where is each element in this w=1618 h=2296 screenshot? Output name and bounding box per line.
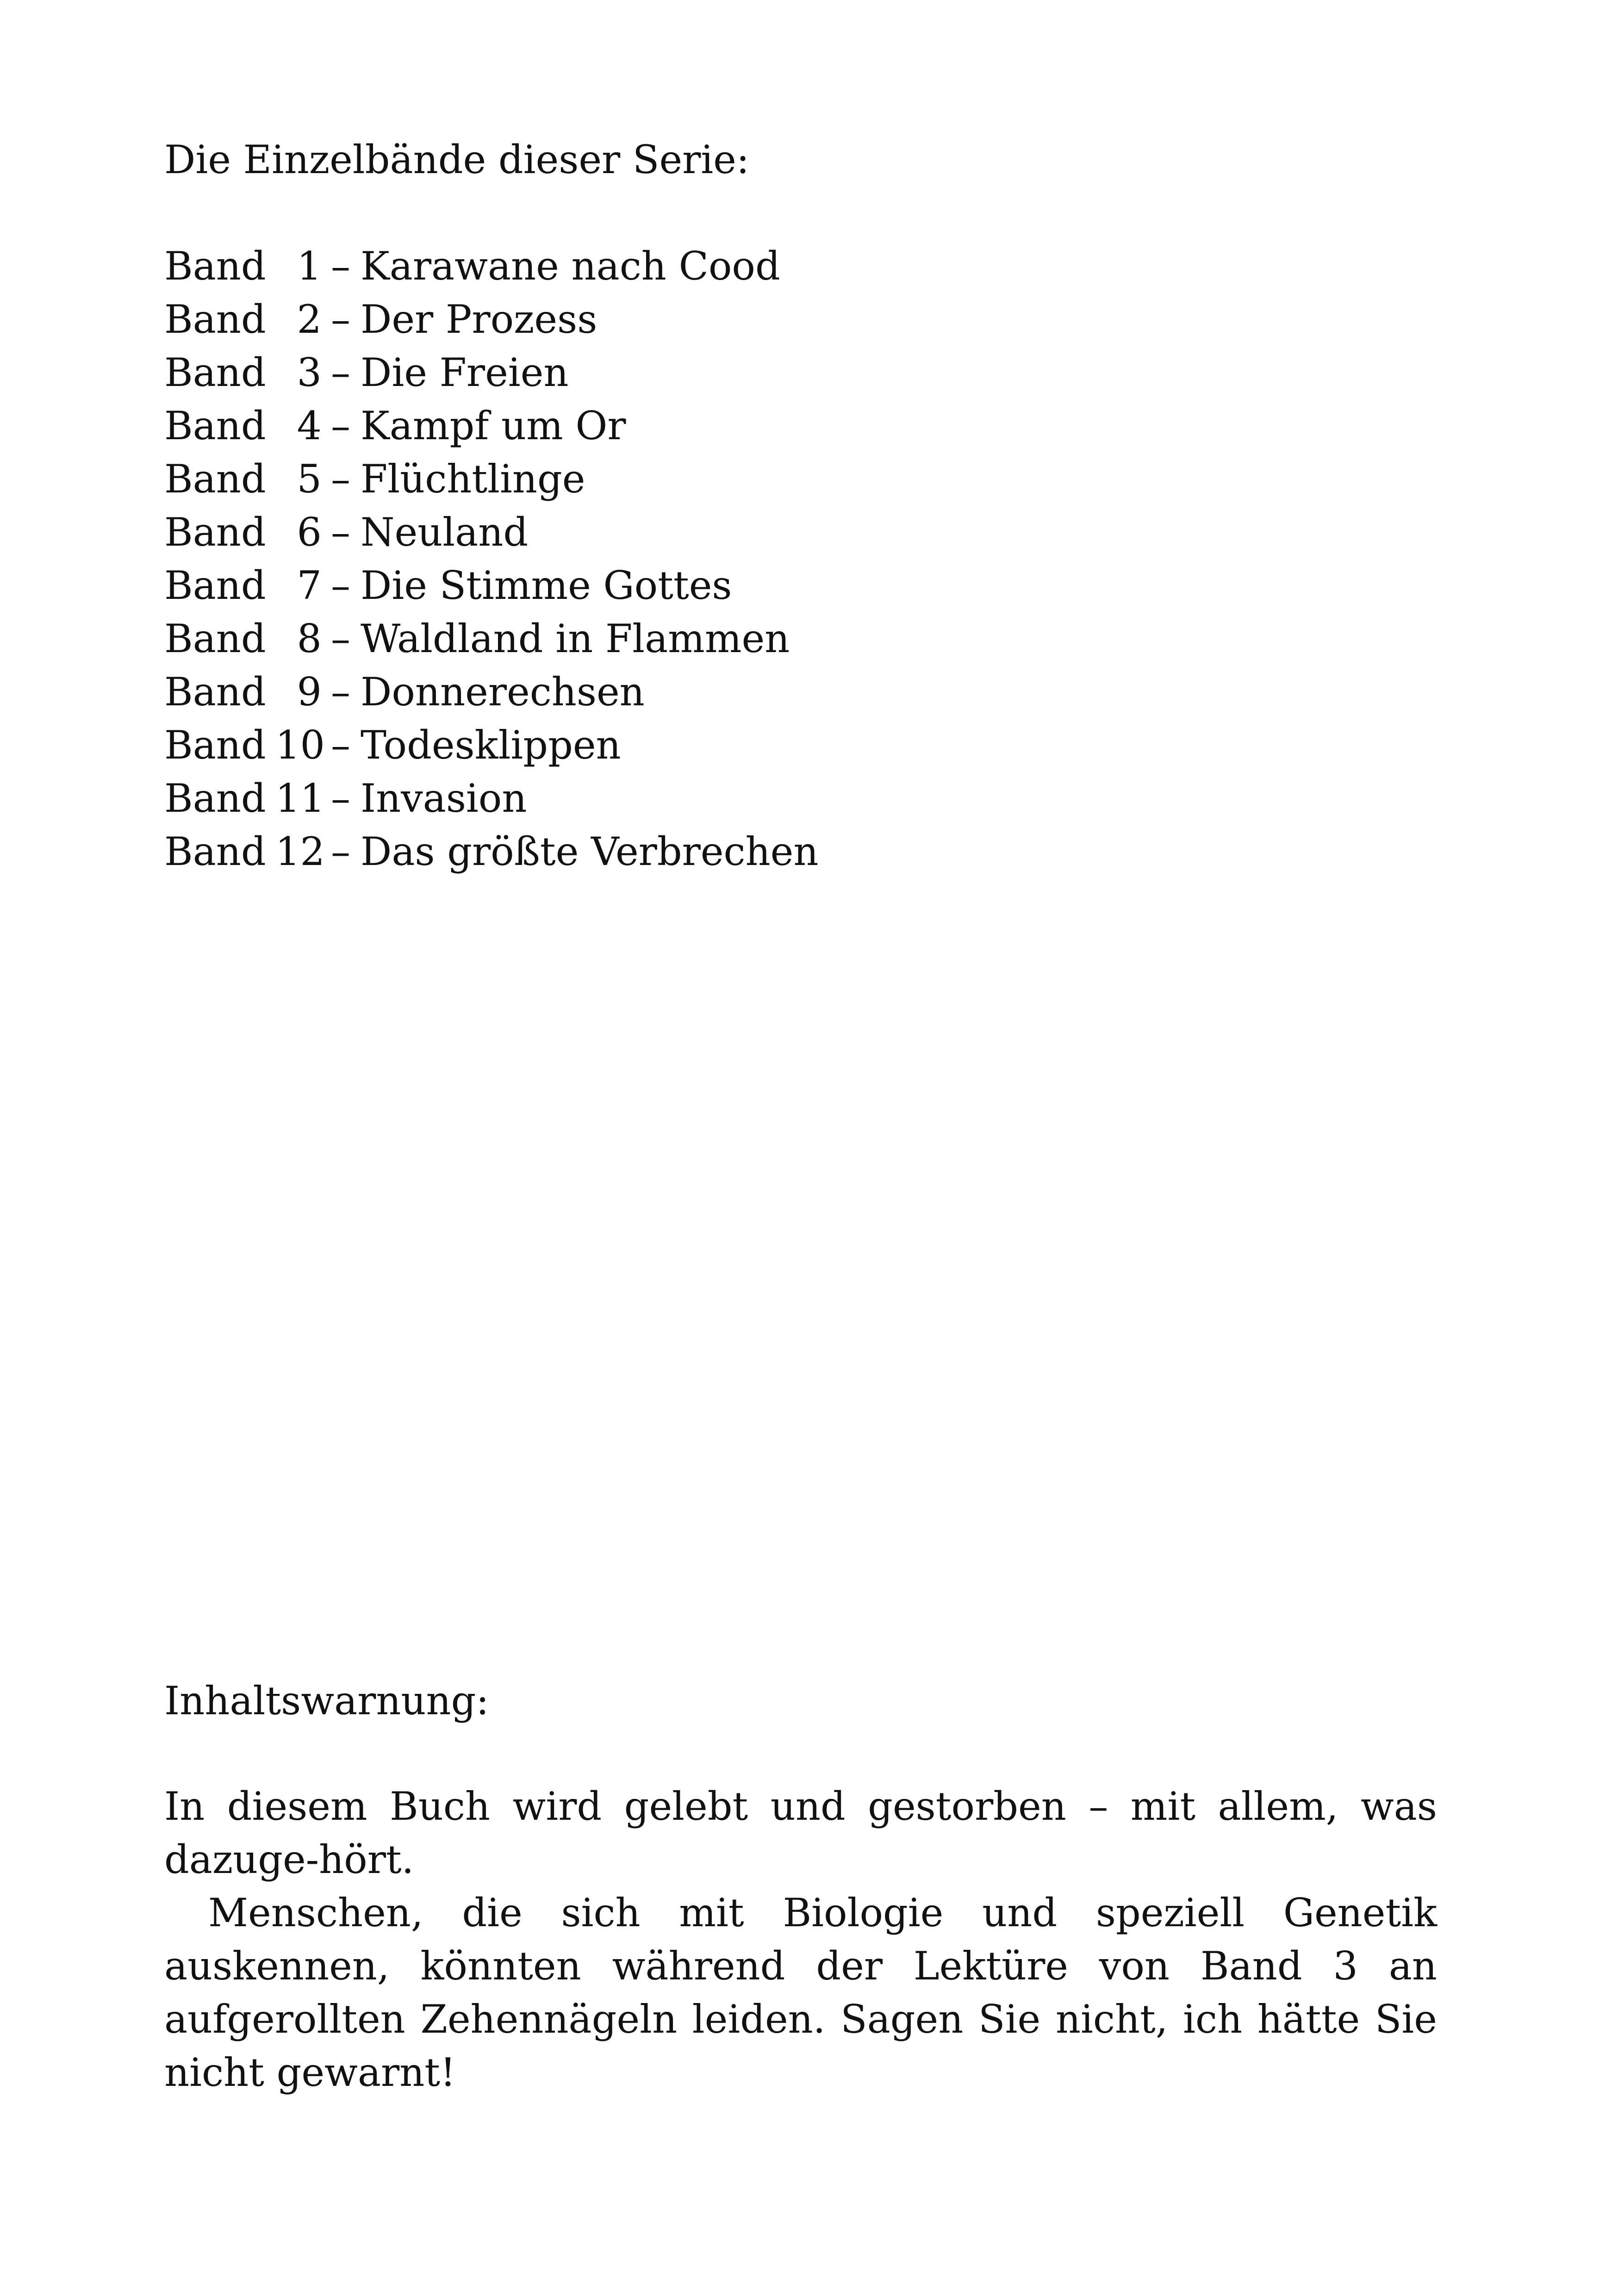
volume-title: Die Freien (361, 350, 569, 395)
list-item (164, 240, 818, 293)
list-item (164, 346, 818, 399)
volume-number: 4 (297, 403, 322, 448)
volume-number: 7 (297, 563, 322, 608)
volume-separator: – (331, 829, 350, 874)
volume-label: Band (164, 350, 266, 395)
volume-number: 2 (297, 297, 322, 342)
list-item (164, 666, 818, 719)
volume-separator: – (331, 297, 350, 342)
volume-label: Band (164, 722, 266, 768)
volume-title: Flüchtlinge (361, 456, 585, 502)
volume-separator: – (331, 456, 350, 502)
volume-number: 11 (275, 776, 325, 821)
volume-separator: – (331, 243, 350, 289)
list-item (164, 453, 818, 506)
volume-separator: – (331, 722, 350, 768)
series-heading: Die Einzelbände dieser Serie: (164, 137, 750, 182)
list-item (164, 825, 818, 878)
volume-title: Kampf um Or (361, 403, 626, 448)
volume-title: Invasion (361, 776, 527, 821)
list-item (164, 719, 818, 772)
volume-number: 9 (297, 669, 322, 715)
volume-number: 12 (275, 829, 325, 874)
volume-label: Band (164, 403, 266, 448)
warning-heading: Inhaltswarnung: (164, 1678, 489, 1724)
volume-separator: – (331, 563, 350, 608)
volume-separator: – (331, 350, 350, 395)
volume-separator: – (331, 510, 350, 555)
volume-separator: – (331, 403, 350, 448)
volume-label: Band (164, 297, 266, 342)
volume-label: Band (164, 563, 266, 608)
volume-title: Todesklippen (361, 722, 621, 768)
volume-number: 3 (297, 350, 322, 395)
volume-title: Karawane nach Cood (361, 243, 780, 289)
volume-number: 8 (297, 616, 322, 661)
volume-label: Band (164, 776, 266, 821)
volume-number: 1 (297, 243, 322, 289)
volume-separator: – (331, 669, 350, 715)
volume-title: Die Stimme Gottes (361, 563, 732, 608)
volume-separator: – (331, 776, 350, 821)
volume-number: 10 (275, 722, 325, 768)
warning-paragraph-2: Menschen, die sich mit Biologie und speziell Genetik auskennen, könnten während der Lektüre von Band 3 an aufgerollten Zehennägeln leiden. Sagen Sie nicht, ich hätte Sie nicht gewarnt! (164, 1890, 1437, 2095)
volume-label: Band (164, 456, 266, 502)
volume-title: Der Prozess (361, 297, 597, 342)
volume-label: Band (164, 829, 266, 874)
list-item (164, 293, 818, 346)
volume-title: Neuland (361, 510, 529, 555)
volume-list (164, 240, 818, 878)
volume-title: Das größte Verbrechen (361, 829, 819, 874)
volume-title: Donnerechsen (361, 669, 645, 715)
list-item (164, 772, 818, 825)
volume-title: Waldland in Flammen (361, 616, 790, 661)
volume-number: 6 (297, 510, 322, 555)
warning-paragraph-1: In diesem Buch wird gelebt und gestorben – mit allem, was dazuge-hört. (164, 1784, 1437, 1882)
volume-separator: – (331, 616, 350, 661)
list-item (164, 612, 818, 666)
volume-label: Band (164, 669, 266, 715)
list-item (164, 506, 818, 559)
volume-number: 5 (297, 456, 322, 502)
list-item (164, 559, 818, 612)
list-item (164, 399, 818, 453)
volume-label: Band (164, 510, 266, 555)
volume-label: Band (164, 243, 266, 289)
volume-label: Band (164, 616, 266, 661)
